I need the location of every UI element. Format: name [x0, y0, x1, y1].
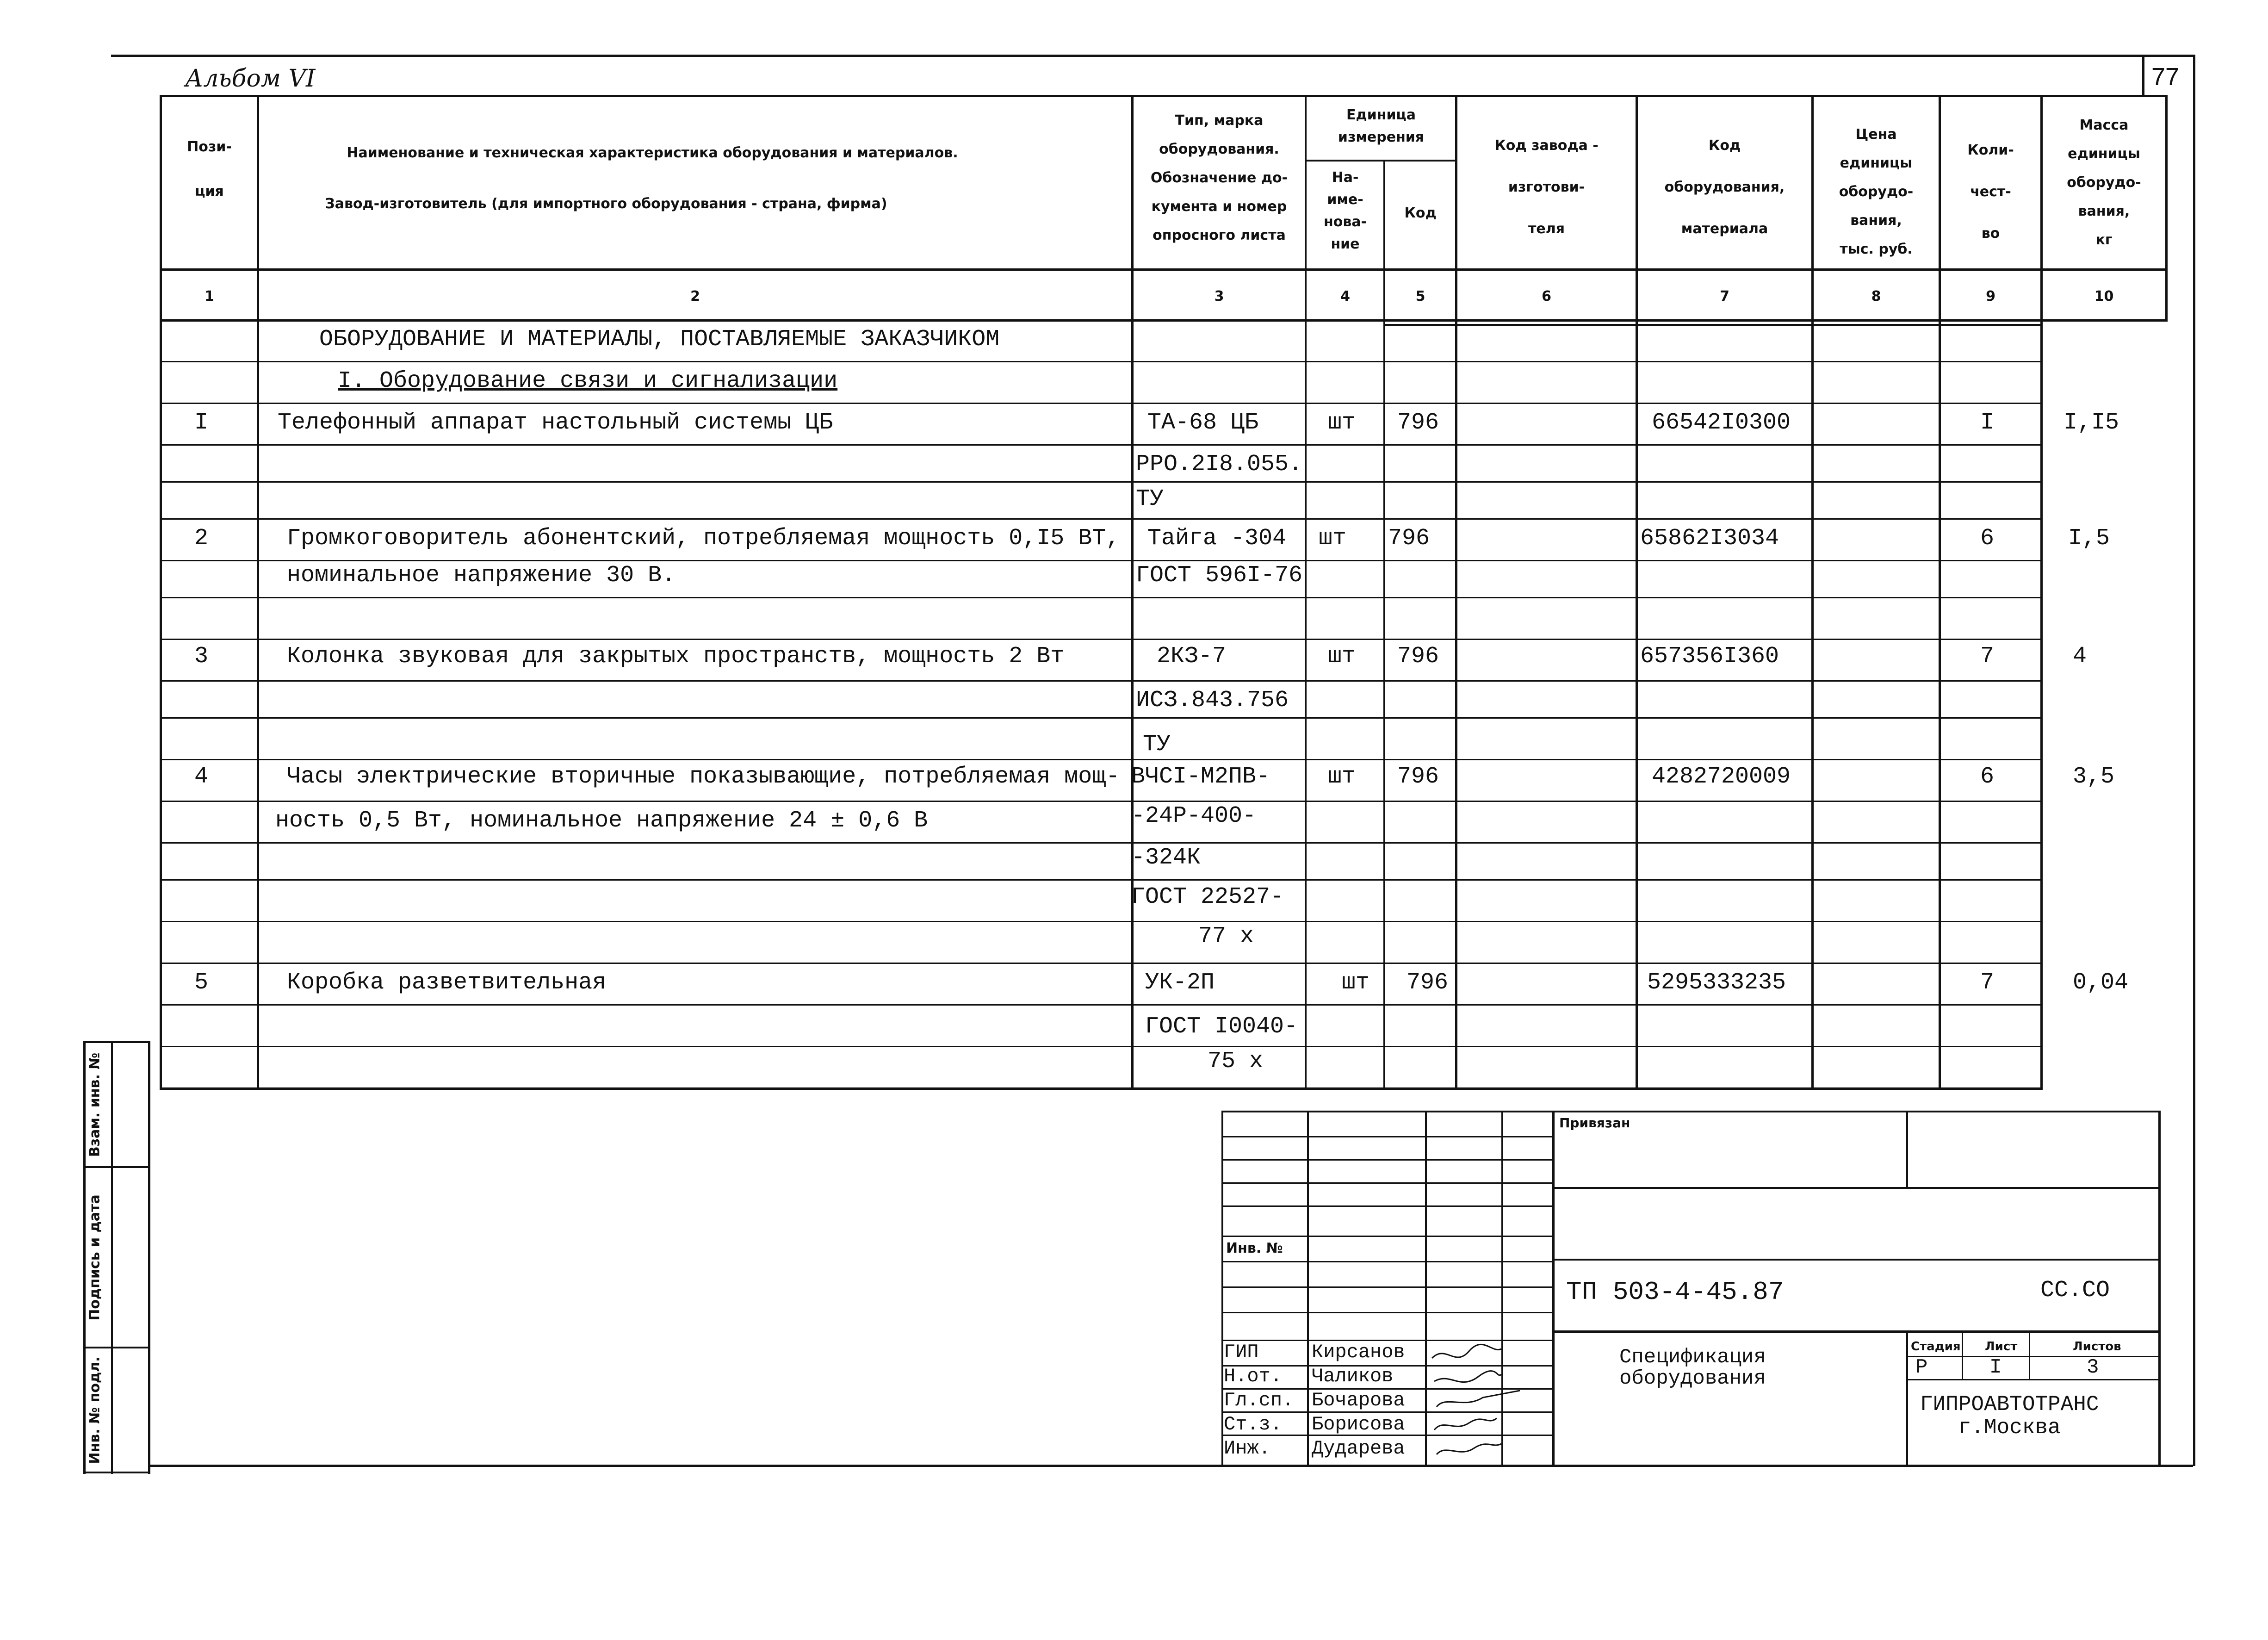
unit-split-line: [1305, 160, 1455, 162]
colnum-5: 5: [1415, 288, 1425, 304]
col-line-4: [1383, 160, 1385, 1090]
item-5-unit: шт: [1342, 969, 1370, 996]
side-stamp-signature-date: Подпись и дата: [87, 1194, 103, 1321]
item-5-type-1: УК-2П: [1145, 969, 1215, 996]
side-stamp-sep2: [83, 1347, 148, 1348]
tb-col-a: [1307, 1111, 1309, 1467]
row-line-inner-top: [1383, 324, 2040, 326]
album-label: Альбом VI: [185, 65, 316, 93]
colnum-1: 1: [204, 288, 214, 304]
item-2-quantity: 6: [1980, 525, 1995, 552]
item-4-unit: шт: [1328, 764, 1356, 790]
item-5-type-3: 75 х: [1208, 1048, 1264, 1075]
side-stamp-inv-original: Инв. № подл.: [87, 1356, 103, 1464]
tb-role-2: Н.от.: [1224, 1365, 1283, 1387]
colnum-2: 2: [690, 288, 700, 304]
item-1-type-3: ТУ: [1136, 486, 1164, 512]
item-1-equipment-code: 66542I0300: [1652, 410, 1791, 436]
item-4-name-line2: ность 0,5 Вт, номинальное напряжение 24 ± 0,6 В: [275, 808, 928, 834]
tb-row-6: [1221, 1261, 1555, 1262]
item-4-type-5: 77 х: [1198, 923, 1254, 950]
header-unit: Единица измерения: [1338, 107, 1425, 145]
item-3-quantity: 7: [1980, 643, 1995, 670]
subsection-title: I. Оборудование связи и сигнализации: [338, 368, 838, 394]
item-1-mass: I,I5: [2064, 410, 2119, 436]
item-5-code: 796: [1407, 969, 1449, 996]
row-line-j: [160, 717, 2043, 719]
row-line-r: [160, 1046, 2043, 1047]
row-line-h: [160, 639, 2043, 640]
header-name-line1: Наименование и техническая характеристика оборудования и материалов.: [347, 145, 958, 161]
item-3-type-2: ИСЗ.843.756: [1136, 687, 1289, 714]
item-3-name: Колонка звуковая для закрытых пространств, мощность 2 Вт: [287, 643, 1065, 670]
item-2-name-line2: номинальное напряжение 30 В.: [287, 562, 676, 589]
sheet-number: 77: [2151, 63, 2180, 91]
item-4-quantity: 6: [1980, 764, 1995, 790]
row-line-g: [160, 597, 2043, 598]
item-3-code: 796: [1397, 643, 1439, 670]
side-stamp-bottom: [83, 1472, 148, 1473]
col-line-10: [2165, 95, 2168, 319]
item-2-type-1: Тайга -304: [1147, 525, 1287, 552]
item-2-mass: I,5: [2068, 525, 2110, 552]
tb-row-2: [1221, 1159, 1555, 1161]
tb-top: [1221, 1111, 2161, 1112]
header-factory-code: Код завода - изготови- теля: [1494, 137, 1599, 237]
item-4-name-line1: Часы электрические вторичные показывающие, потребляемая мощ-: [287, 764, 1120, 790]
side-stamp-replacement: Взам. инв. №: [87, 1052, 103, 1157]
row-line-q: [160, 1004, 2043, 1006]
header-name-line2: Завод-изготовитель (для импортного оборудования - страна, фирма): [325, 196, 887, 212]
item-2-name-line1: Громкоговоритель абонентский, потребляемая мощность 0,I5 ВТ,: [287, 525, 1120, 552]
item-3-equipment-code: 657356I360: [1640, 643, 1779, 670]
item-4-code: 796: [1397, 764, 1439, 790]
tb-doc-mark: СС.СО: [2040, 1277, 2110, 1304]
tb-row-5: [1221, 1236, 1555, 1237]
row-line-m: [160, 842, 2043, 844]
right-border: [2193, 55, 2195, 1466]
colnum-8: 8: [1871, 288, 1881, 304]
item-3-position: 3: [194, 643, 209, 670]
tb-role-1: ГИП: [1224, 1341, 1259, 1363]
tb-line-code-bottom: [1555, 1330, 2158, 1333]
row-line-i: [160, 680, 2043, 682]
tb-row-8: [1221, 1312, 1555, 1313]
tb-role-4: Ст.з.: [1224, 1413, 1283, 1435]
item-1-name: Телефонный аппарат настольный системы ЦБ: [278, 410, 833, 436]
item-1-type-2: РРО.2I8.055.: [1136, 451, 1303, 478]
item-4-position: 4: [194, 764, 209, 790]
tb-stage-value-line: [1906, 1379, 2158, 1380]
item-1-code: 796: [1397, 410, 1439, 436]
item-4-type-1: ВЧСI-М2ПВ-: [1131, 764, 1270, 790]
item-5-name: Коробка разветвительная: [287, 969, 607, 996]
tb-row-1: [1221, 1136, 1555, 1137]
item-5-type-2: ГОСТ I0040-: [1145, 1013, 1298, 1040]
tb-role-5: Инж.: [1224, 1437, 1270, 1460]
row-line-k: [160, 759, 2043, 760]
row-line-o: [160, 921, 2043, 922]
item-3-unit: шт: [1328, 643, 1356, 670]
row-line-top: [160, 95, 2168, 97]
item-1-quantity: I: [1980, 410, 1995, 436]
bottom-border: [148, 1465, 2193, 1467]
item-1-unit: шт: [1328, 410, 1356, 436]
item-1-position: I: [194, 410, 209, 436]
row-line-colnums: [160, 319, 2168, 322]
item-5-position: 5: [194, 969, 209, 996]
item-2-unit: шт: [1319, 525, 1347, 552]
tb-role-3: Гл.сп.: [1224, 1389, 1294, 1411]
row-line-d: [160, 481, 2043, 483]
row-line-l: [160, 801, 2043, 802]
header-quantity: Коли- чест- во: [1967, 142, 2014, 242]
row-line-c: [160, 444, 2043, 446]
tb-stage-value: Р: [1915, 1356, 1928, 1379]
item-5-mass: 0,04: [2073, 969, 2129, 996]
tb-line-privyazan: [1555, 1187, 2158, 1189]
tb-inv-no: Инв. №: [1226, 1240, 1283, 1256]
header-position: Пози- ция: [187, 139, 232, 199]
col-line-0: [160, 95, 162, 1090]
row-line-n: [160, 879, 2043, 881]
item-2-equipment-code: 65862I3034: [1640, 525, 1779, 552]
colnum-4: 4: [1340, 288, 1350, 304]
tb-sheets-label: Листов: [2073, 1340, 2121, 1354]
header-equipment-code: Код оборудования, материала: [1664, 137, 1785, 237]
header-unit-code: Код: [1404, 205, 1437, 221]
side-stamp-mid: [111, 1041, 113, 1474]
row-line-e: [160, 518, 2043, 520]
tb-right: [2158, 1111, 2161, 1467]
tb-privyazan-split: [1906, 1111, 1908, 1187]
side-stamp-sep1: [83, 1166, 148, 1168]
section-title: ОБОРУДОВАНИЕ И МАТЕРИАЛЫ, ПОСТАВЛЯЕМЫЕ ЗАКАЗЧИКОМ: [319, 326, 1000, 353]
sheet-number-box-left: [2142, 55, 2144, 96]
item-5-quantity: 7: [1980, 969, 1995, 996]
item-2-code: 796: [1388, 525, 1430, 552]
tb-doc-code: ТП 503-4-45.87: [1566, 1277, 1784, 1307]
row-line-p: [160, 963, 2043, 964]
side-stamp-left: [83, 1041, 86, 1474]
tb-name-5: Дударева: [1312, 1437, 1405, 1460]
row-line-b: [160, 403, 2043, 404]
item-2-type-2: ГОСТ 596I-76: [1136, 562, 1303, 589]
row-line-a: [160, 361, 2043, 362]
tb-org-split: [1906, 1333, 1908, 1467]
tb-stage-label: Стадия: [1911, 1340, 1961, 1354]
tb-name-3: Бочарова: [1312, 1389, 1405, 1411]
side-stamp-right: [148, 1041, 150, 1474]
col-line-3: [1305, 95, 1307, 1090]
header-mass: Масса единицы оборудо- вания, кг: [2067, 117, 2141, 248]
tb-stage-sep1: [1962, 1333, 1963, 1379]
item-1-type-1: ТА-68 ЦБ: [1147, 410, 1259, 436]
header-unit-name: На- име- нова- ние: [1323, 169, 1367, 252]
tb-organization: ГИПРОАВТОТРАНС г.Москва: [1920, 1392, 2099, 1440]
side-stamp-top: [83, 1041, 148, 1043]
item-3-type-1: 2КЗ-7: [1157, 643, 1227, 670]
row-line-bottom: [160, 1087, 2043, 1090]
colnum-10: 10: [2094, 288, 2114, 304]
colnum-3: 3: [1214, 288, 1224, 304]
header-type: Тип, марка оборудования. Обозначение до- кумента и номер опросного листа: [1150, 112, 1288, 243]
tb-name-2: Чаликов: [1312, 1365, 1394, 1387]
row-line-f: [160, 560, 2043, 561]
tb-title: Спецификация оборудования: [1619, 1346, 1766, 1390]
tb-sheet-value: I: [1989, 1356, 2002, 1379]
tb-stage-label-line: [1906, 1356, 2158, 1357]
tb-line-code-top: [1555, 1259, 2158, 1261]
item-4-type-3: -324К: [1131, 845, 1201, 871]
item-5-equipment-code: 5295333235: [1647, 969, 1786, 996]
item-4-equipment-code: 4282720009: [1652, 764, 1791, 790]
item-2-position: 2: [194, 525, 209, 552]
top-border: [111, 55, 2193, 57]
tb-sheet-label: Лист: [1985, 1340, 2018, 1354]
tb-row-7: [1221, 1286, 1555, 1288]
tb-row-4: [1221, 1205, 1555, 1207]
item-3-type-3: ТУ: [1143, 731, 1171, 758]
item-4-type-4: ГОСТ 22527-: [1131, 884, 1284, 910]
tb-name-4: Борисова: [1312, 1413, 1405, 1435]
signatures-graphic: [1427, 1340, 1557, 1465]
tb-name-1: Кирсанов: [1312, 1341, 1405, 1363]
colnum-7: 7: [1720, 288, 1729, 304]
row-line-header: [160, 268, 2168, 271]
tb-stage-sep2: [2029, 1333, 2030, 1379]
header-price: Цена единицы оборудо- вания, тыс. руб.: [1839, 126, 1914, 257]
tb-left: [1221, 1111, 1223, 1467]
item-4-type-2: -24Р-400-: [1131, 803, 1257, 829]
item-3-mass: 4: [2073, 643, 2087, 670]
tb-row-3: [1221, 1182, 1555, 1184]
colnum-6: 6: [1542, 288, 1551, 304]
tb-privyazan: Привязан: [1559, 1115, 1630, 1131]
item-4-mass: 3,5: [2073, 764, 2115, 790]
colnum-9: 9: [1986, 288, 1995, 304]
tb-sheets-value: 3: [2087, 1356, 2099, 1379]
tb-col-b: [1425, 1111, 1427, 1467]
col-line-1: [257, 95, 259, 1090]
